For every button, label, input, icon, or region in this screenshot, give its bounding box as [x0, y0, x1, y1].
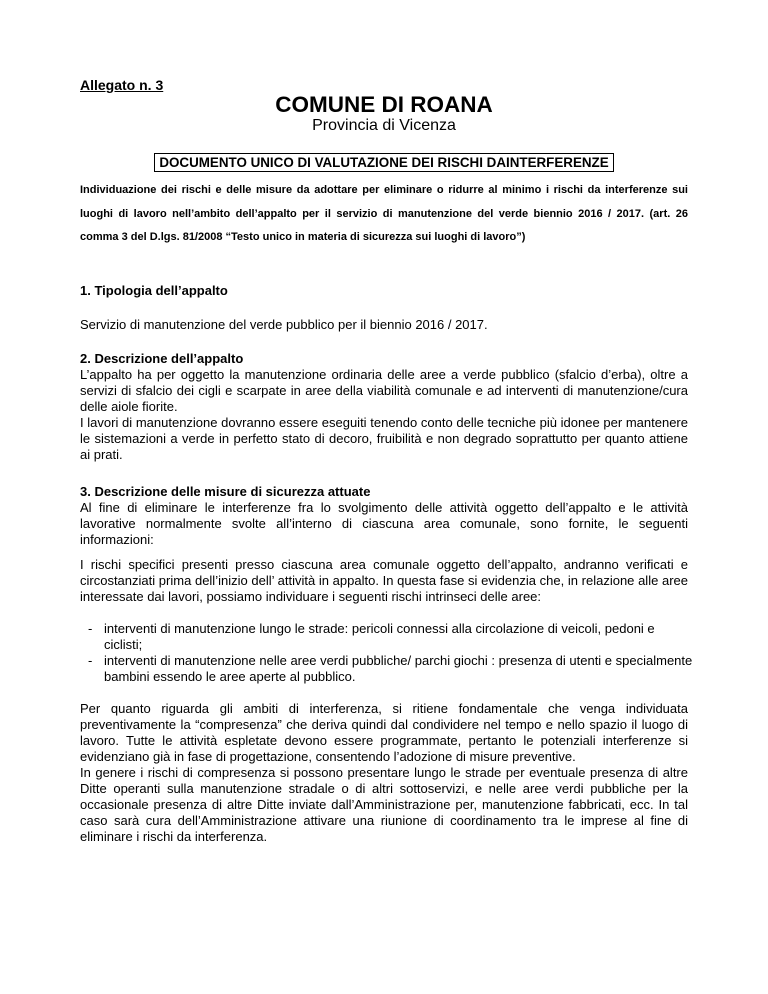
- section3-para1: Al fine di eliminare le interferenze fra lo svolgimento delle attività oggetto dell’appalto e le attività lavorative normalmente svolte all’interno di ciascuna area comunale, sono fornite, le seguenti informazioni:: [80, 500, 688, 547]
- list-bullet: -: [88, 621, 93, 636]
- section1-heading: 1. Tipologia dell’appalto: [80, 283, 228, 298]
- section3-para4: In genere i rischi di compresenza si possono presentare lungo le strade per eventuale presenza di altre Ditte operanti sulla manutenzione stradale o di altri sottoservizi, e nelle aree verdi pubbliche per la occasionale presenza di altre Ditte inviate dall’Amministrazione per, manutenzione fabbricati, ecc. In tal caso sarà cura dell’Amministrazione attivare una riunione di coordinamento tra le imprese al fine di eliminare i rischi da interferenza.: [80, 765, 688, 844]
- intro-part2: . (art. 26 comma 3 del D.lgs. 81/2008 “Testo unico in materia di sicurezza sui luoghi di lavoro”): [80, 207, 688, 243]
- risk-list-item: [80, 621, 696, 653]
- intro-paragraph: [80, 179, 688, 250]
- intro-part1: Individuazione dei rischi e delle misure da adottare per eliminare o ridurre al minimo i rischi da interferenze sui luoghi di lavoro nell’ambito dell’appalto per il servizio di manutenzione del verde biennio 2016 / 2017: [80, 184, 688, 220]
- section3-para3: Per quanto riguarda gli ambiti di interferenza, si ritiene fondamentale che venga individuata preventivamente la “compresenza” che deriva quindi dal condividere nel tempo e nello spazio il luogo di lavoro. Tutte le attività espletate devono essere programmate, pertanto le potenziali interferenze si evidenziano già in fase di progettazione, consentendo l’adozione di misure preventive.: [80, 701, 688, 764]
- document-title: DOCUMENTO UNICO DI VALUTAZIONE DEI RISCHI DAINTERFERENZE: [154, 153, 613, 172]
- section3-heading: 3. Descrizione delle misure di sicurezza attuate: [80, 484, 371, 499]
- comune-title: COMUNE DI ROANA: [275, 92, 493, 117]
- section2-heading: 2. Descrizione dell’appalto: [80, 351, 244, 366]
- risk-list-item: [80, 653, 696, 685]
- section2-para2: I lavori di manutenzione dovranno essere eseguiti tenendo conto delle tecniche più idonee per mantenere le sistemazioni a verde in perfetto stato di decoro, fruibilità e non degrado soprattutto per quanto attiene ai prati.: [80, 415, 688, 462]
- section1-text: Servizio di manutenzione del verde pubblico per il biennio 2016 / 2017.: [80, 317, 488, 332]
- section2-para1: L’appalto ha per oggetto la manutenzione ordinaria delle aree a verde pubblico (sfalcio d’erba), oltre a servizi di sfalcio dei cigli e scarpate in aree della viabilità comunale e ad interventi di manutenzione/cura delle aiole fiorite.: [80, 367, 688, 414]
- section3-para2: I rischi specifici presenti presso ciascuna area comunale oggetto dell’appalto, andranno verificati e circostanziati prima dell’inizio dell’ attività in appalto. In questa fase si evidenzia che, in relazione alle aree interessate dai lavori, possiamo individuare i seguenti rischi intrinseci delle aree:: [80, 557, 688, 604]
- list-item-text: interventi di manutenzione lungo le strade: pericoli connessi alla circolazione di veicoli, pedoni e ciclisti;: [104, 621, 655, 652]
- list-bullet: -: [88, 653, 93, 668]
- allegato-label: Allegato n. 3: [80, 77, 164, 93]
- list-item-text: interventi di manutenzione nelle aree verdi pubbliche/ parchi giochi : presenza di utenti e specialmente bambini essendo le aree aperte al pubblico.: [104, 653, 693, 684]
- provincia-subtitle: Provincia di Vicenza: [312, 117, 456, 134]
- document-title-wrap: [0, 153, 768, 172]
